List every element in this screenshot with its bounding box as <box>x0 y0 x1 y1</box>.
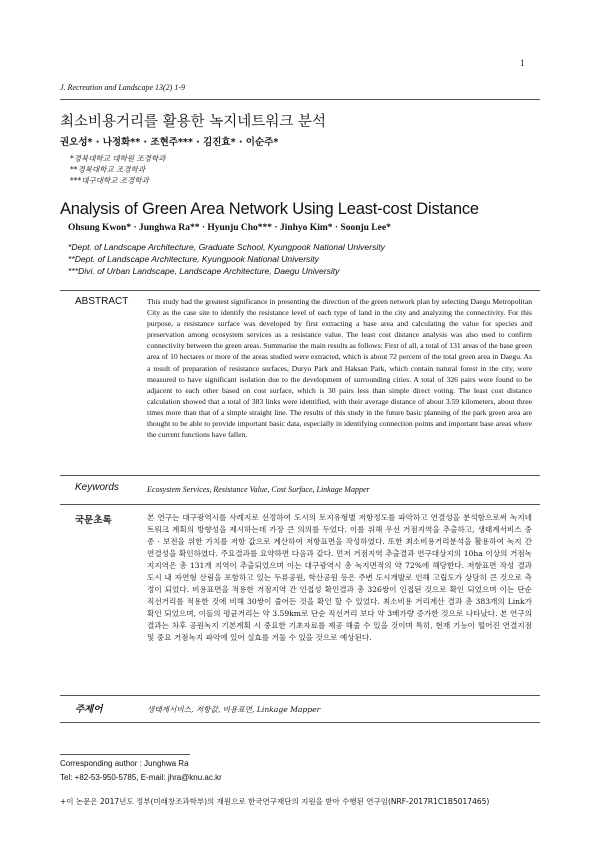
english-title: Analysis of Green Area Network Using Least-cost Distance <box>60 200 479 218</box>
abstract-label: ABSTRACT <box>75 296 129 307</box>
footnote-rule <box>60 754 190 755</box>
korean-abstract-paragraph: 본 연구는 대구광역시를 사례지로 선정하여 도시의 토지유형별 저항정도를 파악하고 연결성을 분석함으로써 녹지네트워크 계획의 방향성을 제시하는데 가장 큰 의의를 두었다. 이를 위해 우선 거점지역을 추출하고, 생태계서비스 중 종 · 보전을 위한 가치를 저항 값으로 계산하여 저항표면을 작성하였다. 또한 최소비용거리분석을 활용하여 녹지 간 연결성을 확인하였다. 주요결과를 요약하면 다음과 같다. 먼저 거점지역 추출결과 연구대상지의 10ha 이상의 거점녹지지역은 총 131개 지역이 추출되었으며 이는 대구광역시 총 녹지면적의 약 72%에 해당한다. 저항표면 작성 결과 도시 내 자연형 산림을 포함하고 있는 두류공원, 학산공원 등은 주변 도시개발로 인해 고립도가 상당히 큰 것으로 측정이 되었다. 비용표면을 적용한 거점지역 간 인접성 확인결과 총 326쌍이 인접된 것으로 확인 되었으며 이는 단순 직선거리를 적용한 것에 비해 30쌍이 줄어든 것을 확인 할 수 있었다. 최소비용 거리계산 결과 총 383개의 Link가 확인 되었으며, 이들의 평균거리는 약 3.59km로 단순 직선거리 보다 약 3배가량 증가한 것으로 나타났다. 본 연구의 결과는 차후 공원녹지 기본계획 시 중요한 기초자료를 제공 해줄 수 있을 것이며 특히, 현재 기능이 떨어진 연결지점 및 중요 거점녹지 파악에 있어 실효를 거둘 수 있을 것으로 예상된다. <box>147 513 532 642</box>
korean-keywords-text: 생태계서비스, 저항값, 비용표면, Linkage Mapper <box>147 705 321 714</box>
keywords-label: Keywords <box>75 482 119 493</box>
english-affiliation: *Dept. of Landscape Architecture, Graduate School, Kyungpook National University <box>68 242 385 252</box>
korean-affiliation: *경북대학교 대학원 조경학과 <box>70 154 166 163</box>
korean-affiliation: **경북대학교 조경학과 <box>70 165 146 174</box>
english-affiliation: ***Divi. of Urban Landscape, Landscape Architecture, Daegu University <box>68 266 340 276</box>
abstract-top-rule <box>60 290 540 291</box>
abstract-text <box>147 296 532 440</box>
corresponding-author: Corresponding author : Junghwa Ra <box>60 759 189 768</box>
korean-authors: 권오성* · 나정화** · 조현주*** · 김진효* · 이순주* <box>60 137 279 148</box>
korean-affiliation: ***대구대학교 조경학과 <box>70 176 149 185</box>
journal-citation: J. Recreation and Landscape 13(2) 1-9 <box>60 83 186 92</box>
korean-keywords-bottom-rule <box>60 722 540 723</box>
korean-affiliations <box>70 153 165 186</box>
korean-abstract-top-rule <box>60 504 540 505</box>
english-affiliations <box>68 241 385 277</box>
keywords-text: Ecosystem Services, Resistance Value, Cost Surface, Linkage Mapper <box>147 485 370 494</box>
funding-note: +이 논문은 2017년도 정부(미래창조과학부)의 재원으로 한국연구재단의 지원을 받아 수행된 연구임(NRF-2017R1C1B5017465) <box>60 797 490 806</box>
korean-keywords-top-rule <box>60 695 540 696</box>
header-rule <box>60 99 540 100</box>
english-affiliation: **Dept. of Landscape Architecture, Kyungpook National University <box>68 254 319 264</box>
keywords-top-rule <box>60 475 540 476</box>
korean-keywords-label: 주제어 <box>75 704 103 715</box>
contact-info: Tel: +82-53-950-5785, E-mail: jhra@knu.ac.kr <box>60 773 222 782</box>
korean-abstract-label: 국문초록 <box>75 515 112 526</box>
abstract-paragraph: This study had the greatest significance in presenting the direction of the green network plan by selecting Daegu Metropolitan City as the case site to identify the resistance level of each type of land in the city and analyzing the connectivity. For this purpose, a resistance surface was developed by first extracting a base area and calculating the value for species and preservation among ecosystem services as a resistance value. The least cost distance analysis was also used to confirm connectivity between the green areas. Summarise the main results as follows: First of all, a total of 131 areas of the base green area of 10 hectares or more of the areas studied were extracted, which is about 72 percent of the total green area in Daegu. As a result of preparation of resistance surfaces, Duryu Park and Haksan Park, which contain natural forest in the city, were measured to have significant isolation due to the development of surrounding cities. A total of 326 pairs were found to be adjacent to each other based on cost surface, which is 30 pairs less than simple direct voting. The least cost distance calculation showed that a total of 383 links were identified, with their average distance of about 3.59 kilometers, about three times more than that of a simple straight line. The results of this study in the future basic planning of the park green area are thought to be able to provide important basic data, especially in identifying connection points and important base areas where the current functions have fallen. <box>147 297 532 440</box>
korean-abstract-text <box>147 512 532 644</box>
korean-title: 최소비용거리를 활용한 녹지네트워크 분석 <box>60 114 326 130</box>
english-authors: Ohsung Kwon* · Junghwa Ra** · Hyunju Cho*** · Jinhyo Kim* · Soonju Lee* <box>68 223 391 233</box>
page-number: 1 <box>520 58 525 68</box>
